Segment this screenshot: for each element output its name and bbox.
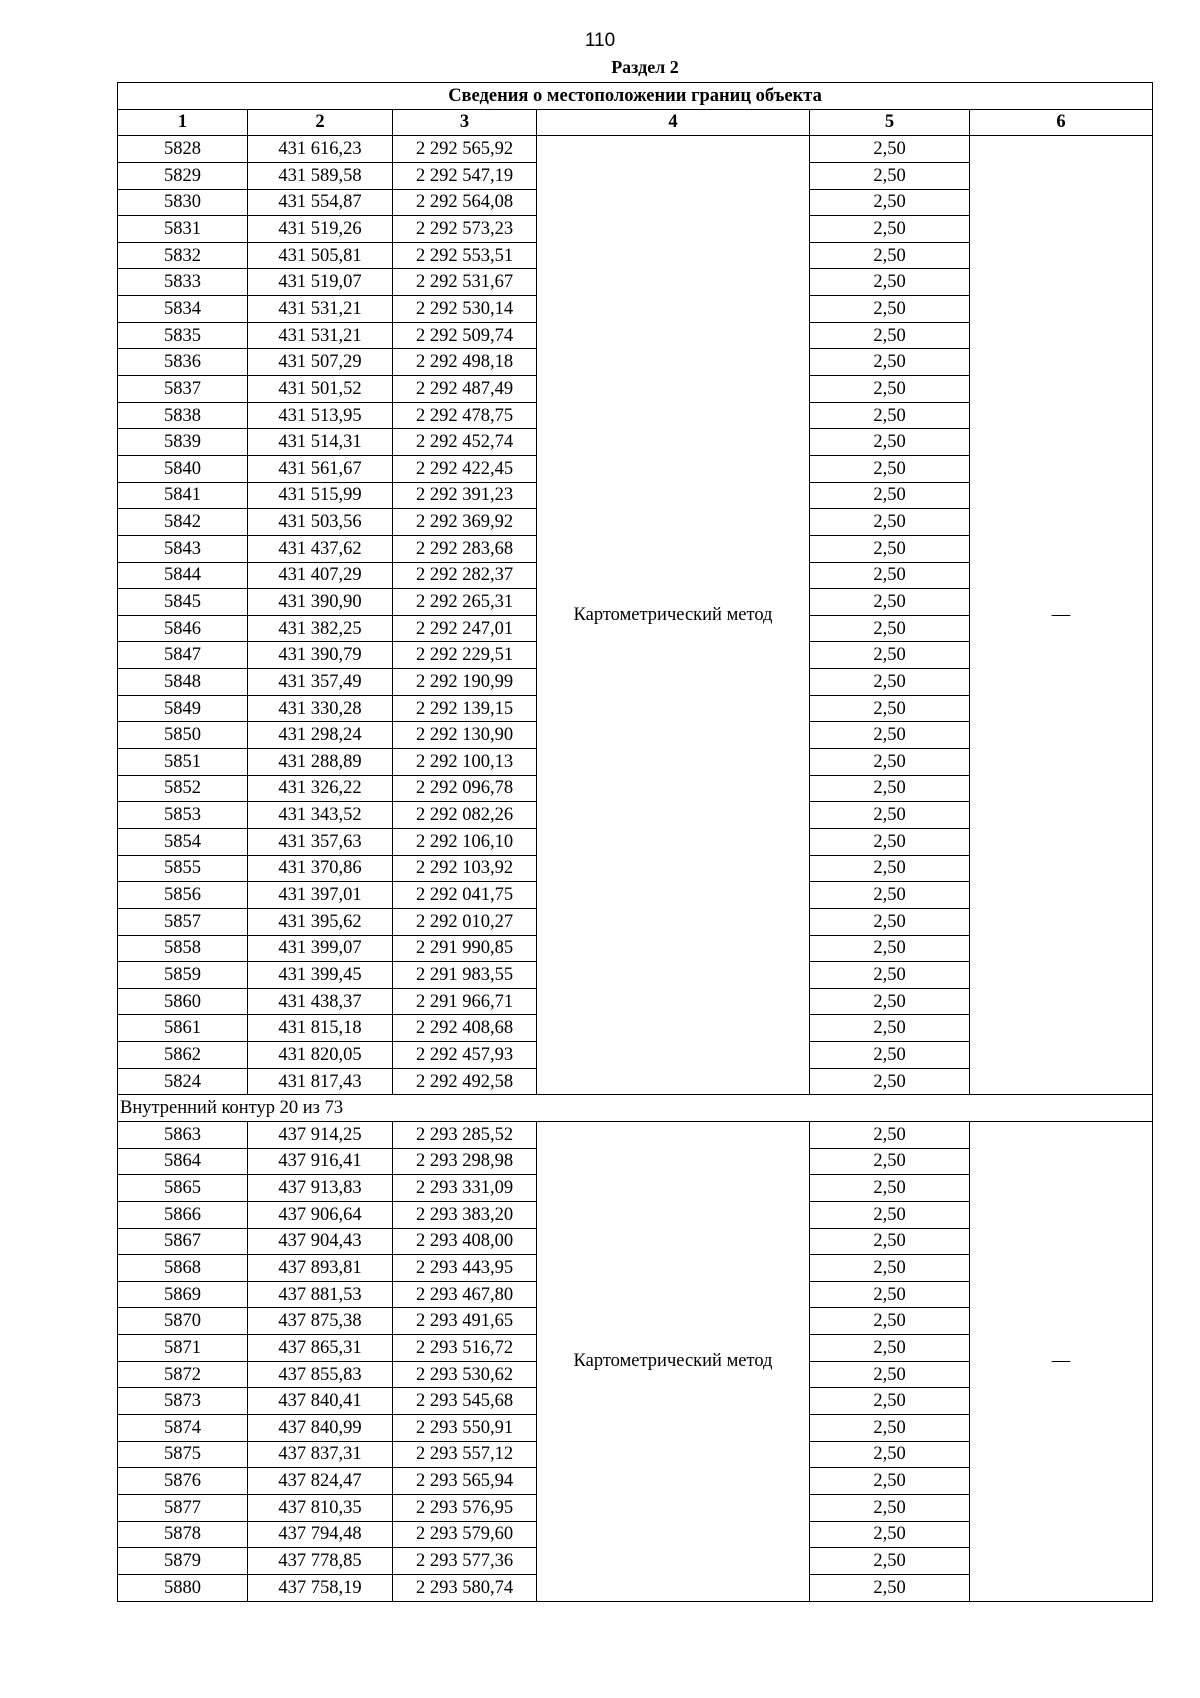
point-number: 5829: [118, 162, 248, 189]
point-number: 5866: [118, 1201, 248, 1228]
accuracy-value: 2,50: [810, 1468, 970, 1495]
point-number: 5849: [118, 695, 248, 722]
point-number: 5834: [118, 296, 248, 323]
accuracy-value: 2,50: [810, 1228, 970, 1255]
contour-heading: Внутренний контур 20 из 73: [118, 1095, 1153, 1122]
point-number: 5828: [118, 136, 248, 163]
accuracy-value: 2,50: [810, 722, 970, 749]
accuracy-value: 2,50: [810, 669, 970, 696]
accuracy-value: 2,50: [810, 1121, 970, 1148]
y-coordinate: 2 291 966,71: [393, 988, 537, 1015]
x-coordinate: 431 288,89: [248, 749, 393, 776]
x-coordinate: 437 778,85: [248, 1548, 393, 1575]
x-coordinate: 431 382,25: [248, 615, 393, 642]
accuracy-value: 2,50: [810, 162, 970, 189]
x-coordinate: 431 399,07: [248, 935, 393, 962]
y-coordinate: 2 293 516,72: [393, 1335, 537, 1362]
x-coordinate: 431 589,58: [248, 162, 393, 189]
y-coordinate: 2 293 467,80: [393, 1281, 537, 1308]
x-coordinate: 437 916,41: [248, 1148, 393, 1175]
accuracy-value: 2,50: [810, 349, 970, 376]
accuracy-value: 2,50: [810, 908, 970, 935]
y-coordinate: 2 292 457,93: [393, 1042, 537, 1069]
accuracy-value: 2,50: [810, 802, 970, 829]
x-coordinate: 431 561,67: [248, 455, 393, 482]
column-header: 2: [248, 109, 393, 136]
x-coordinate: 431 519,07: [248, 269, 393, 296]
accuracy-value: 2,50: [810, 376, 970, 403]
column-header: 4: [537, 109, 810, 136]
accuracy-value: 2,50: [810, 1255, 970, 1282]
x-coordinate: 431 397,01: [248, 882, 393, 909]
y-coordinate: 2 292 265,31: [393, 589, 537, 616]
y-coordinate: 2 291 983,55: [393, 962, 537, 989]
point-number: 5862: [118, 1042, 248, 1069]
point-number: 5855: [118, 855, 248, 882]
accuracy-value: 2,50: [810, 1068, 970, 1095]
accuracy-value: 2,50: [810, 402, 970, 429]
y-coordinate: 2 292 487,49: [393, 376, 537, 403]
column-header: 6: [970, 109, 1153, 136]
page-number: 110: [584, 30, 616, 51]
accuracy-value: 2,50: [810, 1441, 970, 1468]
y-coordinate: 2 292 130,90: [393, 722, 537, 749]
column-header: 5: [810, 109, 970, 136]
y-coordinate: 2 292 229,51: [393, 642, 537, 669]
y-coordinate: 2 292 573,23: [393, 216, 537, 243]
point-number: 5847: [118, 642, 248, 669]
point-number: 5842: [118, 509, 248, 536]
x-coordinate: 431 505,81: [248, 242, 393, 269]
point-number: 5879: [118, 1548, 248, 1575]
note-cell: —: [970, 1121, 1153, 1601]
point-number: 5869: [118, 1281, 248, 1308]
point-number: 5835: [118, 322, 248, 349]
method-cell: Картометрический метод: [537, 1121, 810, 1601]
accuracy-value: 2,50: [810, 1148, 970, 1175]
accuracy-value: 2,50: [810, 855, 970, 882]
y-coordinate: 2 292 564,08: [393, 189, 537, 216]
column-header: 3: [393, 109, 537, 136]
accuracy-value: 2,50: [810, 429, 970, 456]
x-coordinate: 437 881,53: [248, 1281, 393, 1308]
x-coordinate: 431 515,99: [248, 482, 393, 509]
y-coordinate: 2 292 478,75: [393, 402, 537, 429]
x-coordinate: 437 893,81: [248, 1255, 393, 1282]
y-coordinate: 2 293 530,62: [393, 1361, 537, 1388]
accuracy-value: 2,50: [810, 136, 970, 163]
y-coordinate: 2 292 100,13: [393, 749, 537, 776]
point-number: 5861: [118, 1015, 248, 1042]
x-coordinate: 437 906,64: [248, 1201, 393, 1228]
x-coordinate: 437 865,31: [248, 1335, 393, 1362]
x-coordinate: 431 817,43: [248, 1068, 393, 1095]
y-coordinate: 2 293 557,12: [393, 1441, 537, 1468]
y-coordinate: 2 293 298,98: [393, 1148, 537, 1175]
y-coordinate: 2 292 103,92: [393, 855, 537, 882]
accuracy-value: 2,50: [810, 1335, 970, 1362]
y-coordinate: 2 292 509,74: [393, 322, 537, 349]
y-coordinate: 2 292 408,68: [393, 1015, 537, 1042]
y-coordinate: 2 292 041,75: [393, 882, 537, 909]
accuracy-value: 2,50: [810, 775, 970, 802]
point-number: 5856: [118, 882, 248, 909]
accuracy-value: 2,50: [810, 1361, 970, 1388]
point-number: 5854: [118, 828, 248, 855]
y-coordinate: 2 292 391,23: [393, 482, 537, 509]
point-number: 5871: [118, 1335, 248, 1362]
point-number: 5838: [118, 402, 248, 429]
point-number: 5845: [118, 589, 248, 616]
y-coordinate: 2 292 498,18: [393, 349, 537, 376]
accuracy-value: 2,50: [810, 1548, 970, 1575]
point-number: 5839: [118, 429, 248, 456]
x-coordinate: 431 326,22: [248, 775, 393, 802]
accuracy-value: 2,50: [810, 216, 970, 243]
accuracy-value: 2,50: [810, 1308, 970, 1335]
point-number: 5824: [118, 1068, 248, 1095]
point-number: 5850: [118, 722, 248, 749]
accuracy-value: 2,50: [810, 269, 970, 296]
x-coordinate: 437 855,83: [248, 1361, 393, 1388]
accuracy-value: 2,50: [810, 455, 970, 482]
accuracy-value: 2,50: [810, 562, 970, 589]
method-cell: Картометрический метод: [537, 136, 810, 1095]
y-coordinate: 2 293 580,74: [393, 1574, 537, 1601]
boundary-coordinates-table: [117, 82, 1153, 1602]
x-coordinate: 431 554,87: [248, 189, 393, 216]
accuracy-value: 2,50: [810, 296, 970, 323]
y-coordinate: 2 292 422,45: [393, 455, 537, 482]
point-number: 5873: [118, 1388, 248, 1415]
point-number: 5876: [118, 1468, 248, 1495]
x-coordinate: 437 758,19: [248, 1574, 393, 1601]
x-coordinate: 437 794,48: [248, 1521, 393, 1548]
point-number: 5833: [118, 269, 248, 296]
y-coordinate: 2 292 547,19: [393, 162, 537, 189]
accuracy-value: 2,50: [810, 1521, 970, 1548]
y-coordinate: 2 292 452,74: [393, 429, 537, 456]
point-number: 5859: [118, 962, 248, 989]
point-number: 5875: [118, 1441, 248, 1468]
x-coordinate: 431 390,79: [248, 642, 393, 669]
section-title: Раздел 2: [611, 57, 679, 77]
table-caption: Сведения о местоположении границ объекта: [118, 83, 1153, 110]
x-coordinate: 431 438,37: [248, 988, 393, 1015]
table-body: [118, 136, 1153, 1601]
point-number: 5844: [118, 562, 248, 589]
point-number: 5880: [118, 1574, 248, 1601]
y-coordinate: 2 293 443,95: [393, 1255, 537, 1282]
point-number: 5877: [118, 1494, 248, 1521]
accuracy-value: 2,50: [810, 1201, 970, 1228]
x-coordinate: 431 407,29: [248, 562, 393, 589]
point-number: 5843: [118, 535, 248, 562]
y-coordinate: 2 293 579,60: [393, 1521, 537, 1548]
point-number: 5872: [118, 1361, 248, 1388]
y-coordinate: 2 292 106,10: [393, 828, 537, 855]
accuracy-value: 2,50: [810, 322, 970, 349]
x-coordinate: 431 503,56: [248, 509, 393, 536]
point-number: 5848: [118, 669, 248, 696]
x-coordinate: 431 357,49: [248, 669, 393, 696]
column-header: 1: [118, 109, 248, 136]
point-number: 5851: [118, 749, 248, 776]
accuracy-value: 2,50: [810, 189, 970, 216]
y-coordinate: 2 293 545,68: [393, 1388, 537, 1415]
accuracy-value: 2,50: [810, 749, 970, 776]
accuracy-value: 2,50: [810, 882, 970, 909]
x-coordinate: 431 501,52: [248, 376, 393, 403]
point-number: 5865: [118, 1175, 248, 1202]
y-coordinate: 2 292 139,15: [393, 695, 537, 722]
y-coordinate: 2 293 565,94: [393, 1468, 537, 1495]
x-coordinate: 431 820,05: [248, 1042, 393, 1069]
accuracy-value: 2,50: [810, 828, 970, 855]
x-coordinate: 431 507,29: [248, 349, 393, 376]
accuracy-value: 2,50: [810, 1415, 970, 1442]
x-coordinate: 437 824,47: [248, 1468, 393, 1495]
x-coordinate: 437 840,41: [248, 1388, 393, 1415]
x-coordinate: 431 370,86: [248, 855, 393, 882]
point-number: 5867: [118, 1228, 248, 1255]
x-coordinate: 431 514,31: [248, 429, 393, 456]
x-coordinate: 437 914,25: [248, 1121, 393, 1148]
y-coordinate: 2 292 531,67: [393, 269, 537, 296]
y-coordinate: 2 293 383,20: [393, 1201, 537, 1228]
x-coordinate: 437 810,35: [248, 1494, 393, 1521]
accuracy-value: 2,50: [810, 1042, 970, 1069]
accuracy-value: 2,50: [810, 242, 970, 269]
accuracy-value: 2,50: [810, 1494, 970, 1521]
accuracy-value: 2,50: [810, 1015, 970, 1042]
point-number: 5837: [118, 376, 248, 403]
x-coordinate: 431 343,52: [248, 802, 393, 829]
accuracy-value: 2,50: [810, 1281, 970, 1308]
y-coordinate: 2 292 530,14: [393, 296, 537, 323]
x-coordinate: 437 875,38: [248, 1308, 393, 1335]
y-coordinate: 2 292 369,92: [393, 509, 537, 536]
contour-heading-row: [118, 1095, 1153, 1122]
x-coordinate: 437 837,31: [248, 1441, 393, 1468]
y-coordinate: 2 292 565,92: [393, 136, 537, 163]
point-number: 5870: [118, 1308, 248, 1335]
x-coordinate: 431 399,45: [248, 962, 393, 989]
accuracy-value: 2,50: [810, 935, 970, 962]
x-coordinate: 431 390,90: [248, 589, 393, 616]
point-number: 5863: [118, 1121, 248, 1148]
x-coordinate: 431 531,21: [248, 296, 393, 323]
accuracy-value: 2,50: [810, 589, 970, 616]
accuracy-value: 2,50: [810, 1175, 970, 1202]
y-coordinate: 2 293 577,36: [393, 1548, 537, 1575]
accuracy-value: 2,50: [810, 695, 970, 722]
y-coordinate: 2 293 550,91: [393, 1415, 537, 1442]
x-coordinate: 431 330,28: [248, 695, 393, 722]
y-coordinate: 2 291 990,85: [393, 935, 537, 962]
x-coordinate: 431 519,26: [248, 216, 393, 243]
x-coordinate: 431 437,62: [248, 535, 393, 562]
point-number: 5857: [118, 908, 248, 935]
accuracy-value: 2,50: [810, 962, 970, 989]
accuracy-value: 2,50: [810, 988, 970, 1015]
point-number: 5832: [118, 242, 248, 269]
y-coordinate: 2 292 096,78: [393, 775, 537, 802]
point-number: 5853: [118, 802, 248, 829]
x-coordinate: 437 904,43: [248, 1228, 393, 1255]
point-number: 5864: [118, 1148, 248, 1175]
y-coordinate: 2 292 492,58: [393, 1068, 537, 1095]
accuracy-value: 2,50: [810, 1388, 970, 1415]
point-number: 5858: [118, 935, 248, 962]
y-coordinate: 2 292 282,37: [393, 562, 537, 589]
y-coordinate: 2 293 491,65: [393, 1308, 537, 1335]
x-coordinate: 431 298,24: [248, 722, 393, 749]
table-row: [118, 136, 1153, 163]
point-number: 5830: [118, 189, 248, 216]
y-coordinate: 2 292 283,68: [393, 535, 537, 562]
y-coordinate: 2 292 082,26: [393, 802, 537, 829]
y-coordinate: 2 293 285,52: [393, 1121, 537, 1148]
point-number: 5846: [118, 615, 248, 642]
point-number: 5840: [118, 455, 248, 482]
accuracy-value: 2,50: [810, 482, 970, 509]
x-coordinate: 437 913,83: [248, 1175, 393, 1202]
point-number: 5841: [118, 482, 248, 509]
y-coordinate: 2 292 553,51: [393, 242, 537, 269]
x-coordinate: 431 616,23: [248, 136, 393, 163]
x-coordinate: 431 815,18: [248, 1015, 393, 1042]
x-coordinate: 431 531,21: [248, 322, 393, 349]
point-number: 5860: [118, 988, 248, 1015]
y-coordinate: 2 292 247,01: [393, 615, 537, 642]
note-cell: —: [970, 136, 1153, 1095]
x-coordinate: 431 395,62: [248, 908, 393, 935]
accuracy-value: 2,50: [810, 509, 970, 536]
y-coordinate: 2 293 408,00: [393, 1228, 537, 1255]
point-number: 5852: [118, 775, 248, 802]
y-coordinate: 2 293 331,09: [393, 1175, 537, 1202]
point-number: 5836: [118, 349, 248, 376]
accuracy-value: 2,50: [810, 615, 970, 642]
accuracy-value: 2,50: [810, 642, 970, 669]
x-coordinate: 431 357,63: [248, 828, 393, 855]
x-coordinate: 431 513,95: [248, 402, 393, 429]
point-number: 5868: [118, 1255, 248, 1282]
point-number: 5831: [118, 216, 248, 243]
point-number: 5874: [118, 1415, 248, 1442]
point-number: 5878: [118, 1521, 248, 1548]
table-row: [118, 1121, 1153, 1148]
y-coordinate: 2 292 190,99: [393, 669, 537, 696]
x-coordinate: 437 840,99: [248, 1415, 393, 1442]
accuracy-value: 2,50: [810, 1574, 970, 1601]
y-coordinate: 2 292 010,27: [393, 908, 537, 935]
y-coordinate: 2 293 576,95: [393, 1494, 537, 1521]
accuracy-value: 2,50: [810, 535, 970, 562]
